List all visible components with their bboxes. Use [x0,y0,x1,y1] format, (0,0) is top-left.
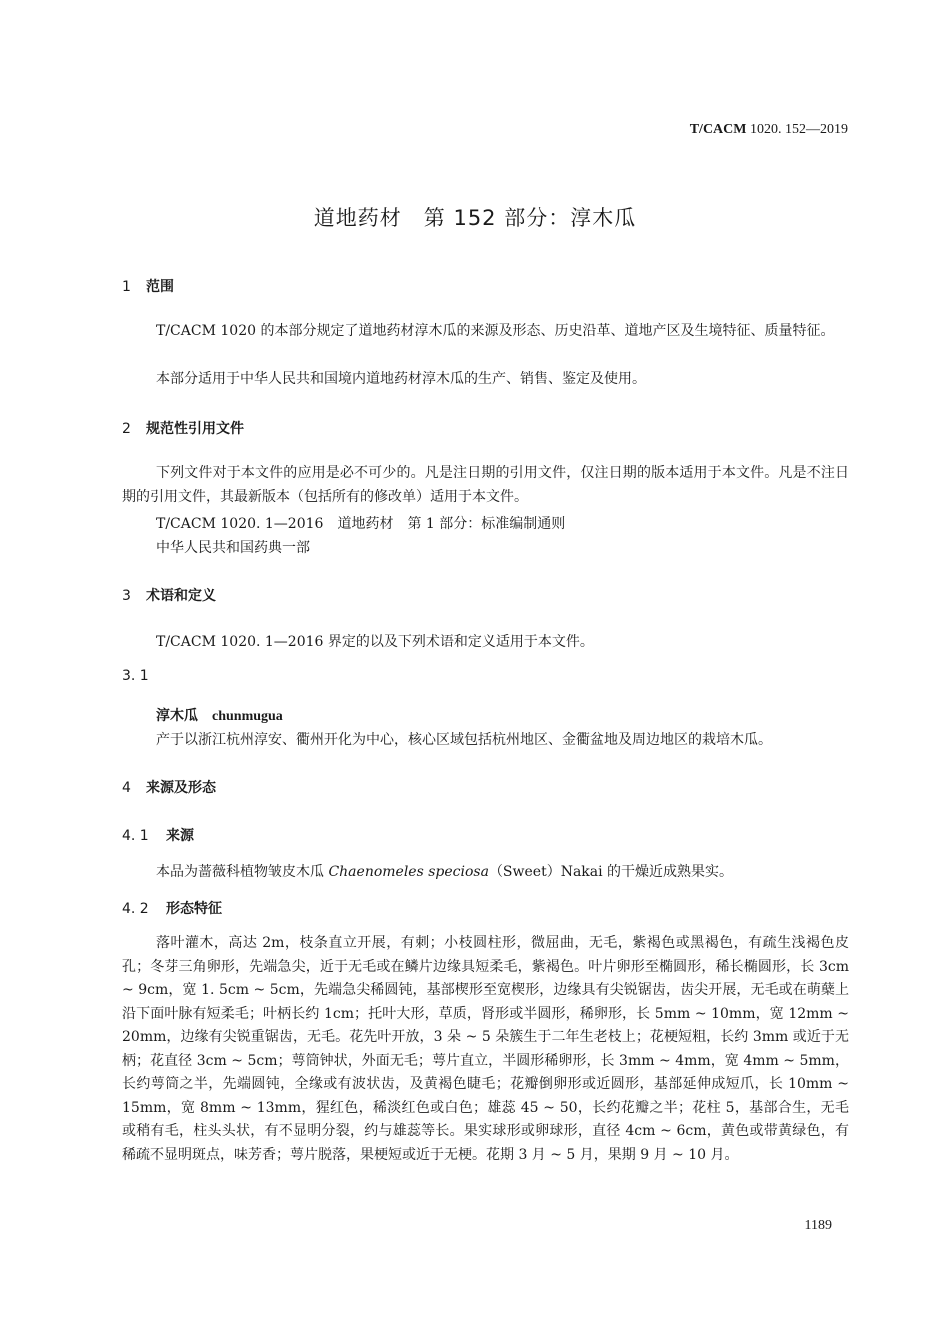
source-description [156,861,733,881]
normative-reference-2: 中华人民共和国药典一部 [156,540,310,556]
subsection-4-1-heading [122,825,194,845]
section-title: 范围 [146,279,174,295]
source-text-before: 本品为蔷薇科植物皱皮木瓜 [156,864,329,880]
section-1-heading [122,276,174,296]
section-1-paragraph-2: 本部分适用于中华人民共和国境内道地药材淳木瓜的生产、销售、鉴定及使用。 [156,371,646,387]
section-number: 4 [122,780,131,796]
section-title: 规范性引用文件 [146,421,244,437]
term-english: chunmugua [212,709,283,724]
section-title: 来源及形态 [146,780,216,796]
subsection-number: 4. 1 [122,828,149,844]
latin-species-name: Chaenomeles speciosa [328,864,489,880]
subsection-3-1-heading [122,668,149,684]
section-2-heading [122,418,244,438]
subsection-title: 形态特征 [166,901,222,917]
subsection-title: 来源 [166,828,194,844]
document-title: 道地药材 第 152 部分：淳木瓜 [313,206,637,230]
subsection-number: 4. 2 [122,901,149,917]
subsection-4-2-heading [122,898,222,918]
standard-code-prefix: T/CACM [689,122,747,137]
section-number: 1 [122,279,131,295]
section-1-paragraph-1: T/CACM 1020 的本部分规定了道地药材淳木瓜的来源及形态、历史沿革、道地产区及生境特征、质量特征。 [156,323,835,339]
section-title: 术语和定义 [146,588,216,604]
section-3-heading [122,585,216,605]
term-chinese: 淳木瓜 [156,708,198,724]
section-number: 3 [122,588,131,604]
section-4-heading [122,777,216,797]
term-entry [156,705,283,725]
normative-reference-1: T/CACM 1020. 1—2016 道地药材 第 1 部分：标准编制通则 [156,516,566,532]
page-number: 1189 [804,1218,832,1233]
section-2-paragraph-1: 下列文件对于本文件的应用是必不可少的。凡是注日期的引用文件，仅注日期的版本适用于本文件。凡是不注日期的引用文件，其最新版本（包括所有的修改单）适用于本文件。 [122,465,849,505]
source-text-after: （Sweet）Nakai 的干燥近成熟果实。 [488,864,734,880]
subsection-number: 3. 1 [122,668,149,684]
standard-code-number: 1020. 152—2019 [746,122,848,137]
section-number: 2 [122,421,131,437]
morphology-paragraph: 落叶灌木，高达 2m，枝条直立开展，有刺；小枝圆柱形，微屈曲，无毛，紫褐色或黑褐色，有疏生浅褐色皮孔；冬芽三角卵形，先端急尖，近于无毛或在鳞片边缘具短柔毛，紫褐色。叶片卵形至椭圆形，稀长椭圆形，长 3cm ~ 9cm，宽 1. 5cm ~ 5cm，先端急尖稀圆钝，基部楔形至宽楔形，边缘具有尖锐锯齿，齿尖开展，无毛或在萌蘖上沿下面叶脉有短柔毛；叶柄长约 1cm；托叶大形，草质，肾形或半圆形，稀卵形，长 5mm ~ 10mm，宽 12mm ~ 20mm，边缘有尖锐重锯齿，无毛。花先叶开放，3 朵 ~ 5 朵簇生于二年生老枝上；花梗短粗，长约 3mm 或近于无柄；花直径 3cm ~ 5cm；萼筒钟状，外面无毛；萼片直立，半圆形稀卵形，长 3mm ~ 4mm，宽 4mm ~ 5mm，长约萼筒之半，先端圆钝，全缘或有波状齿，及黄褐色睫毛；花瓣倒卵形或近圆形，基部延伸成短爪，长 10mm ~ 15mm，宽 8mm ~ 13mm，猩红色，稀淡红色或白色；雄蕊 45 ~ 50，长约花瓣之半；花柱 5，基部合生，无毛或稍有毛，柱头头状，有不显明分裂，约与雄蕊等长。果实球形或卵球形，直径 4cm ~ 6cm，黄色或带黄绿色，有稀疏不显明斑点，味芳香；萼片脱落，果梗短或近于无梗。花期 3 月 ~ 5 月，果期 9 月 ~ 10 月。 [122,935,849,1163]
section-3-paragraph-1: T/CACM 1020. 1—2016 界定的以及下列术语和定义适用于本文件。 [156,634,594,650]
term-definition: 产于以浙江杭州淳安、衢州开化为中心，核心区域包括杭州地区、金衢盆地及周边地区的栽培木瓜。 [156,732,772,748]
standard-code [690,122,848,138]
